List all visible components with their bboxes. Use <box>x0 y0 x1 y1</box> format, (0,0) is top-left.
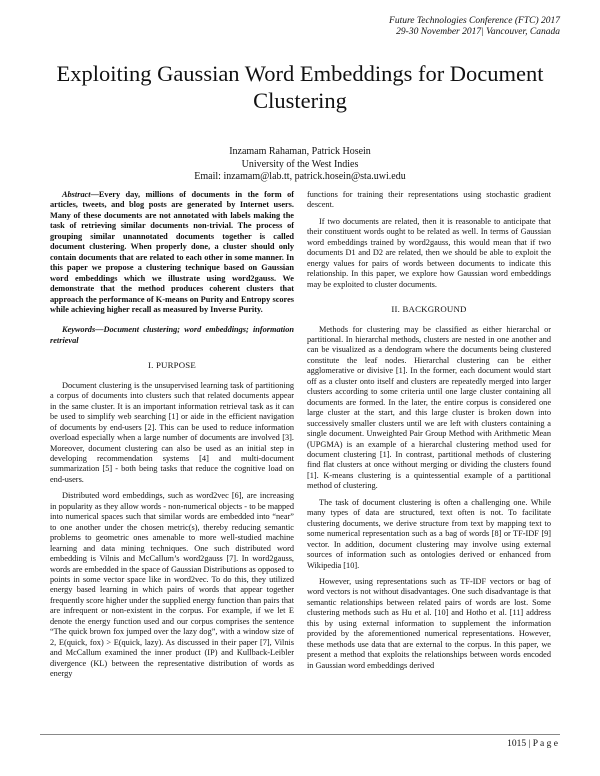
author-email: Email: inzamam@lab.tt, patrick.hosein@sta.uwi.edu <box>194 171 406 182</box>
paragraph: If two documents are related, then it is reasonable to anticipate that their constituent words ought to be related as well. In terms of Gaussian word embeddings trained by word2gauss, this would mean that if two documents D1 and D2 are related, then we should be able to exploit the energy values for pairs of words between documents to indicate this relationship. In this paper, we explore how Gaussian word embeddings may be exploited to cluster documents. <box>307 216 551 289</box>
keywords-label: Keywords— <box>62 325 104 335</box>
paragraph: The task of document clustering is often a challenging one. While many types of data are structured, text often is not. To facilitate clustering documents, we derive structure from text by mapping text to some numerical representation such as a bag of words [8] or TF-IDF [9] vector. In addition, document clustering may involve using external sources of information such as ontologies derived or enhanced from Wikipedia [10]. <box>307 497 551 570</box>
abstract <box>50 190 294 315</box>
paragraph: Distributed word embeddings, such as word2vec [6], are increasing in popularity as they allow words - non-numerical objects - to be mapped into numerical spaces such that similar words are embedded into “near” to one another under the chosen metric(s), thereby reducing semantic problems to geometric ones amenable to more well-studied machine learning and data mining techniques. One such distributed word embedding is Vilnis and McCallum’s word2gauss [7]. In word2gauss, words are embedded in the space of Gaussian Distributions as opposed to points in some vector space like in word2vec. To do this, they utilized energy based learning in which pairs of words that appear together frequently score higher under the supplied energy function than pairs that are infrequent or non-existent in the corpus. For example, if we let E denote the energy function used and our corpus comprises the sentence “The quick brown fox jumped over the lazy dog”, with a window size of 2, E(quick, fox) > E(quick, lazy). As discussed in their paper [7], Vilnis and McCallum examined the inner product (IP) and Kullback-Leibler divergence (KL) between the representative distribution of words as energy <box>50 491 295 679</box>
paragraph: functions for training their representations using stochastic gradient descent. <box>307 190 551 210</box>
paragraph: Document clustering is the unsupervised learning task of partitioning a corpus of documents into clusters such that related documents appear in the same cluster. It is an important information retrieval task as it can be used to simplify web searching [1] or aide in the efficient navigation of documents by end-users [2]. This can be used to reduce information overload especially when a large number of documents are involved [3]. Moreover, document clustering can also be used as an initial step in developing recommendation systems [4] and multi-document summarization [5] - both being tasks that reduce the cognitive load on end-users. <box>50 380 294 484</box>
right-column <box>307 190 551 671</box>
section-heading-purpose: I. PURPOSE <box>148 360 196 371</box>
paper-title: Exploiting Gaussian Word Embeddings for Document Clustering <box>56 61 544 113</box>
conference-header <box>389 16 560 38</box>
page-number: 1015 | P a g e <box>507 739 558 749</box>
section-heading-background: II. BACKGROUND <box>391 304 467 315</box>
conference-name: Future Technologies Conference (FTC) 2017 <box>389 16 560 26</box>
keywords <box>50 325 294 346</box>
keywords-text: Document clustering; word embeddings; information retrieval <box>50 325 294 345</box>
conference-date-location: 29-30 November 2017| Vancouver, Canada <box>396 27 560 37</box>
paragraph: Methods for clustering may be classified as either hierarchal or partitional. In hierarchal methods, clusters are nested in one another and can be visualized as a dendogram where the documents being clustered constitute the leaf nodes. Hierarchal clustering can be either agglomerative or divisive [1]. In the former, each document would start off as a cluster onto itself and clusters are repeatedly merged into larger clusters according to some criteria until one large cluster containing all documents are formed. In the later, the entire corpus is considered one large cluster at the start, and this large cluster is broken down into successively smaller clusters until we are left with clusters containing a single document. Unweighted Pair Group Method with Arithmetic Mean (UPGMA) is an example of a hierarchal clustering method used for document clustering [1]. In contrast, partitional methods of clustering find flat clusters at once without merging or dividing the clusters found [1]. K-means clustering is a quintessential example of a partitional method of clustering. <box>307 324 551 491</box>
left-column <box>50 190 294 679</box>
abstract-label: Abstract— <box>62 190 99 199</box>
abstract-text: Every day, millions of documents in the form of articles, tweets, and blog posts are generated by Internet users. Many of these documents are not annotated with labels making the task of retrieving similar documents non-trivial. The process of grouping similar unannotated documents together is called document clustering. When properly done, a cluster should only contain documents that are related to each other in some manner. In this paper we propose a clustering technique based on Gaussian word embeddings which we illustrate using word2gauss. We demonstrate that the method produces coherent clusters that approach the performance of K-means on Purity and Entropy scores while achieving higher recall as measured by Inverse Purity. <box>50 190 294 314</box>
paragraph: However, using representations such as TF-IDF vectors or bag of word vectors is not without disadvantages. One such disadvantage is that semantic relationships between related pairs of words are lost. Some clustering methods such as Hu et al. [10] and Hotho et al. [11] address this by using external information to supplement the information provided by the aforementioned numerical representations. However, these methods use data that are external to the corpus. In this paper, we present a method that exploits the relationships between words encoded in Gaussian word embeddings derived <box>307 576 551 670</box>
author-affiliation: University of the West Indies <box>241 158 359 170</box>
footer-rule <box>40 734 560 735</box>
author-names: Inzamam Rahaman, Patrick Hosein <box>229 146 371 157</box>
author-block <box>40 146 560 184</box>
